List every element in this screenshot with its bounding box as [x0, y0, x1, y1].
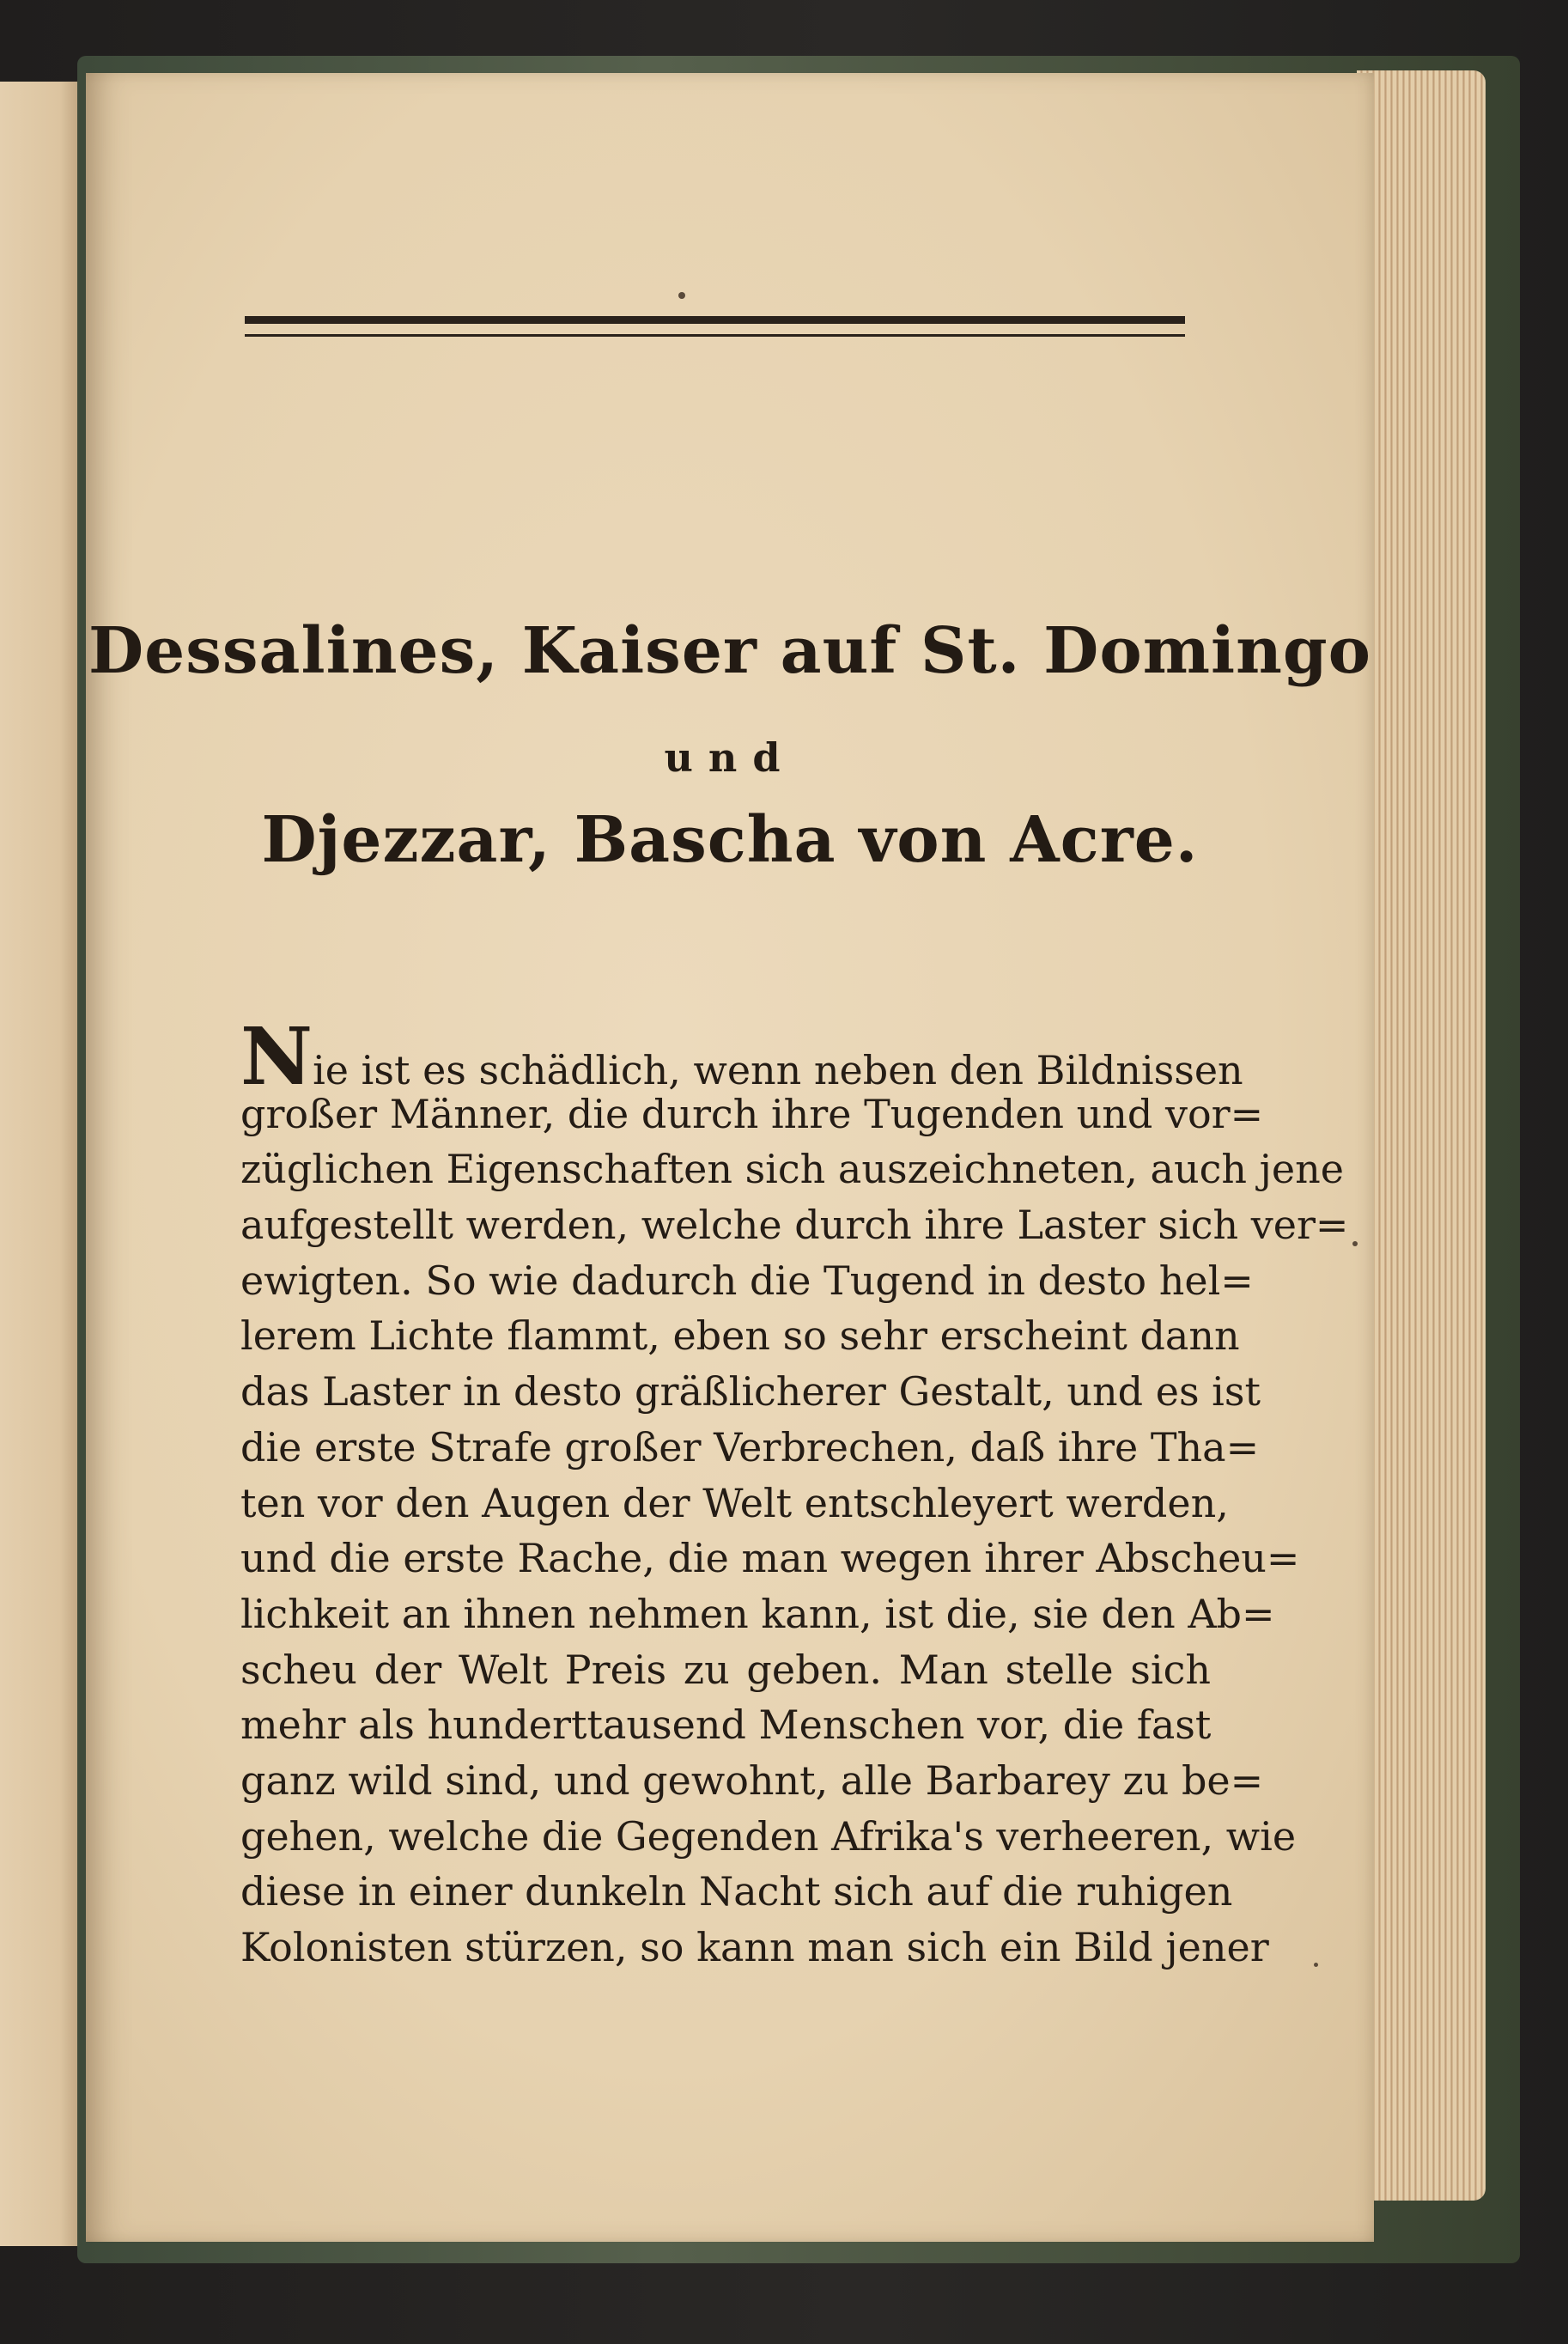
- text-line: aufgestellt werden, welche durch ihre Laster sich ver=: [240, 1202, 1349, 1249]
- page-edges: [1357, 70, 1486, 2201]
- text-line: ewigten. So wie dadurch die Tugend in desto hel=: [240, 1257, 1254, 1304]
- header-rule: [245, 316, 1185, 337]
- title-line-1: Dessalines, Kaiser auf St. Domingo: [88, 614, 1372, 688]
- drop-cap: N: [240, 1010, 313, 1103]
- text-line: großer Männer, die durch ihre Tugenden und vor=: [240, 1090, 1264, 1137]
- left-page-edge: [0, 82, 88, 2246]
- text-line: ten vor den Augen der Welt entschleyert werden,: [240, 1479, 1229, 1526]
- text-line: scheu der Welt Preis zu geben. Man stelle sich: [240, 1646, 1211, 1693]
- paper-speck: [1352, 1241, 1358, 1246]
- text-line: Kolonisten stürzen, so kann man sich ein Bild jener: [240, 1924, 1269, 1970]
- text-line: mehr als hunderttausend Menschen vor, die fast: [240, 1702, 1212, 1749]
- text-line: lichkeit an ihnen nehmen kann, ist die, sie den Ab=: [240, 1590, 1275, 1637]
- text-line: ganz wild sind, und gewohnt, alle Barbarey zu be=: [240, 1756, 1264, 1804]
- text-line: die erste Strafe großer Verbrechen, daß ihre Tha=: [240, 1423, 1260, 1470]
- title-line-2: und: [664, 734, 796, 781]
- text-line: diese in einer dunkeln Nacht sich auf die ruhigen: [240, 1868, 1233, 1915]
- text-line: züglichen Eigenschaften sich auszeichneten, auch jene: [240, 1146, 1344, 1193]
- paper-speck: [1314, 1963, 1318, 1967]
- text-line: gehen, welche die Gegenden Afrika's verheeren, wie: [240, 1812, 1297, 1860]
- title-line-3: Djezzar, Bascha von Acre.: [261, 803, 1199, 877]
- text-line: und die erste Rache, die man wegen ihrer Abscheu=: [240, 1535, 1300, 1582]
- paper-speck: [678, 292, 685, 299]
- text-line: lerem Lichte flammt, eben so sehr erscheint dann: [240, 1312, 1240, 1360]
- text-line: Nie ist es schädlich, wenn neben den Bildnissen: [240, 1010, 1243, 1103]
- text-line: das Laster in desto gräßlicherer Gestalt, und es ist: [240, 1368, 1261, 1416]
- body-text: [240, 1010, 1349, 1976]
